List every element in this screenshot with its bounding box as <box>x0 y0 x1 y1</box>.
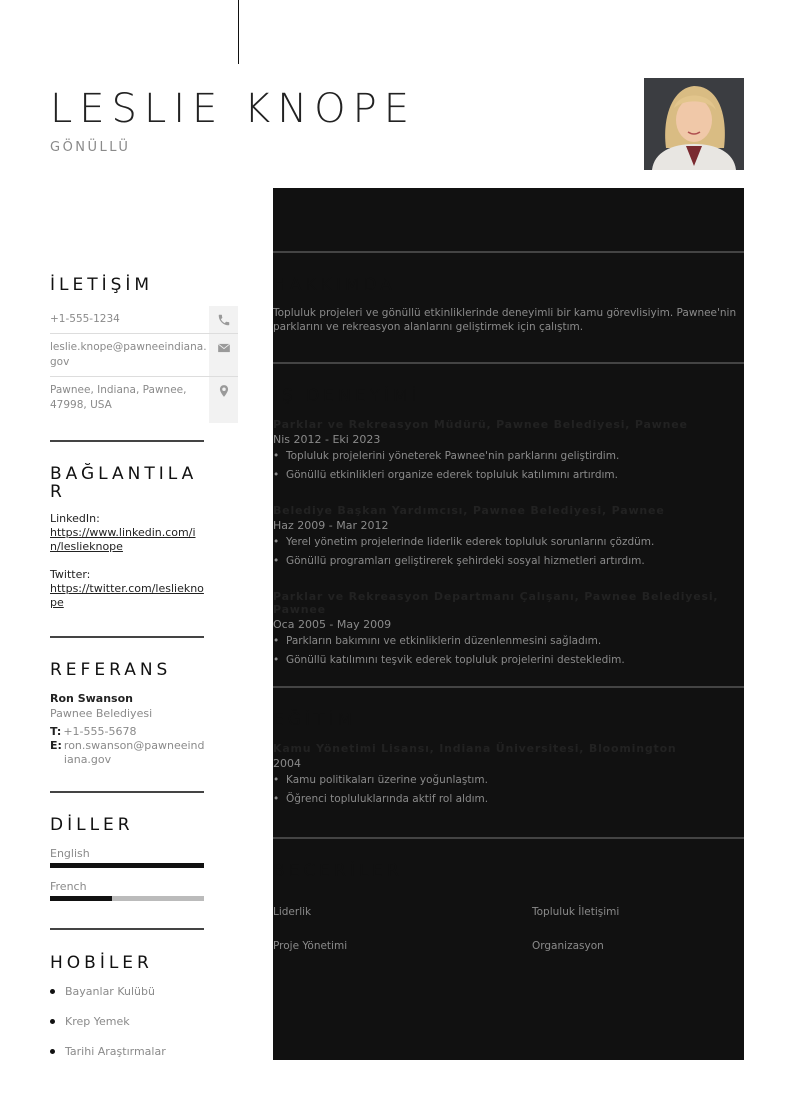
skill-level-fill <box>273 921 485 926</box>
linkedin-link[interactable]: https://www.linkedin.com/in/leslieknope <box>50 526 196 553</box>
candidate-name: LESLIE KNOPE <box>50 86 417 132</box>
linkedin-label: LinkedIn: <box>50 512 100 525</box>
contact-phone <box>50 306 238 334</box>
job-bullet <box>273 555 744 567</box>
job-title: Belediye Başkan Yardımcısı, Pawnee Belediyesi, Pawnee <box>273 504 665 517</box>
job-bullet <box>273 536 744 548</box>
reference-email[interactable]: ron.swanson@pawneeindiana.gov <box>63 739 205 766</box>
bullet-icon: • <box>273 793 280 805</box>
hobby-item <box>50 1006 166 1036</box>
skill-name: Organizasyon <box>532 940 604 952</box>
languages-divider <box>50 791 204 793</box>
education-bullet <box>273 793 744 805</box>
contact-list <box>50 306 238 423</box>
skill-item <box>273 940 485 960</box>
skills-divider <box>273 837 744 839</box>
profile-photo <box>644 78 744 170</box>
reference-phone-row <box>50 725 210 739</box>
skills-section-title: BECERİLER <box>273 861 403 881</box>
education-section-title: EĞİTİM <box>273 710 356 730</box>
reference-entry <box>50 692 210 767</box>
bullet-icon: • <box>273 450 280 462</box>
contact-section-title: İLETİŞİM <box>50 275 154 295</box>
job-bullet <box>273 635 744 647</box>
map-pin-icon <box>209 377 238 423</box>
language-level-bar <box>50 896 204 901</box>
about-section-title: HAKKIMDA <box>273 275 396 295</box>
hobbies-divider <box>50 928 204 930</box>
contact-email-text[interactable]: leslie.knope@pawneeindiana.gov <box>50 341 207 368</box>
skill-level-fill <box>532 921 744 926</box>
bullet-icon <box>50 1019 55 1024</box>
education-divider <box>273 686 744 688</box>
links-divider <box>50 440 204 442</box>
reference-phone-label: T: <box>50 725 62 738</box>
job-bullet <box>273 450 744 462</box>
education-bullet-text: Kamu politikaları üzerine yoğunlaştım. <box>286 774 488 786</box>
reference-organization: Pawnee Belediyesi <box>50 707 153 720</box>
language-name: English <box>50 847 90 860</box>
job-title: Parklar ve Rekreasyon Müdürü, Pawnee Belediyesi, Pawnee <box>273 418 688 431</box>
job-bullet-text: Topluluk projelerini yöneterek Pawnee'nin parklarını geliştirdim. <box>286 450 620 462</box>
hobbies-list <box>50 976 166 1066</box>
contact-email <box>50 334 238 377</box>
hobby-item <box>50 1036 166 1066</box>
language-level-fill <box>50 896 112 901</box>
job-entry <box>273 418 744 481</box>
reference-email-row <box>50 739 210 767</box>
hobbies-section-title: HOBİLER <box>50 953 153 973</box>
skill-item <box>532 940 744 960</box>
phone-icon <box>209 306 238 333</box>
job-date: Nis 2012 - Eki 2023 <box>273 433 381 446</box>
languages-section-title: DİLLER <box>50 815 134 835</box>
job-bullet <box>273 469 744 481</box>
bullet-icon: • <box>273 536 280 548</box>
job-bullet-text: Yerel yönetim projelerinde liderlik ederek topluluk sorunlarını çözdüm. <box>286 536 655 548</box>
skill-level-fill <box>273 955 485 960</box>
job-date: Oca 2005 - May 2009 <box>273 618 392 631</box>
bullet-icon <box>50 1049 55 1054</box>
education-entry <box>273 742 744 805</box>
hobby-text: Krep Yemek <box>65 1014 130 1028</box>
about-text: Topluluk projeleri ve gönüllü etkinliklerinde deneyimli bir kamu görevlisiyim. Pawnee'nin parklarını ve rekreasyon alanlarını geliştirmek için çalıştım. <box>273 307 737 333</box>
links-section-title: BAĞLANTILAR <box>50 464 198 502</box>
bullet-icon: • <box>273 635 280 647</box>
job-entry <box>273 590 744 666</box>
links-list <box>50 512 204 610</box>
envelope-icon <box>209 334 238 376</box>
language-item <box>50 880 204 901</box>
skill-name: Liderlik <box>273 906 312 918</box>
skill-name: Topluluk İletişimi <box>532 906 620 918</box>
skill-name: Proje Yönetimi <box>273 940 348 952</box>
bullet-icon: • <box>273 774 280 786</box>
education-bullet-text: Öğrenci topluluklarında aktif rol aldım. <box>286 793 489 805</box>
skill-level-bar <box>532 921 744 926</box>
degree-title: Kamu Yönetimi Lisansı, Indiana Üniversitesi, Bloomington <box>273 742 677 755</box>
candidate-title: GÖNÜLLÜ <box>50 140 131 155</box>
twitter-link[interactable]: https://twitter.com/leslieknope <box>50 582 204 609</box>
references-section-title: REFERANS <box>50 660 172 680</box>
skill-level-bar <box>532 955 744 960</box>
job-bullet-text: Parkların bakımını ve etkinliklerin düzenlenmesini sağladım. <box>286 635 602 647</box>
profile-photo-illustration <box>644 78 744 170</box>
hobby-item <box>50 976 166 1006</box>
job-entry <box>273 504 744 567</box>
hobby-text: Bayanlar Kulübü <box>65 984 155 998</box>
job-bullet <box>273 654 744 666</box>
bullet-icon <box>50 989 55 994</box>
hobby-text: Tarihi Araştırmalar <box>65 1044 166 1058</box>
graduation-year: 2004 <box>273 757 301 770</box>
contact-address-text: Pawnee, Indiana, Pawnee, 47998, USA <box>50 384 187 411</box>
job-date: Haz 2009 - Mar 2012 <box>273 519 389 532</box>
skill-item <box>273 906 485 926</box>
language-item <box>50 847 204 868</box>
job-bullet-text: Gönüllü programları geliştirerek şehirdeki sosyal hizmetleri artırdım. <box>286 555 645 567</box>
contact-phone-text[interactable]: +1-555-1234 <box>50 313 120 325</box>
skill-level-fill <box>532 955 744 960</box>
contact-address <box>50 377 238 423</box>
job-title: Parklar ve Rekreasyon Departmanı Çalışanı, Pawnee Belediyesi, Pawnee <box>273 590 719 616</box>
skill-level-bar <box>273 921 485 926</box>
about-divider <box>273 251 744 253</box>
language-level-fill <box>50 863 204 868</box>
bullet-icon: • <box>273 469 280 481</box>
vertical-divider-top <box>238 0 239 64</box>
language-level-bar <box>50 863 204 868</box>
bullet-icon: • <box>273 555 280 567</box>
reference-email-label: E: <box>50 739 62 752</box>
job-bullet-text: Gönüllü etkinlikleri organize ederek topluluk katılımını artırdım. <box>286 469 618 481</box>
skill-level-bar <box>273 955 485 960</box>
education-bullet <box>273 774 744 786</box>
skill-item <box>532 906 744 926</box>
languages-list <box>50 847 204 901</box>
reference-phone[interactable]: +1-555-5678 <box>63 725 137 738</box>
references-divider <box>50 636 204 638</box>
twitter-label: Twitter: <box>50 568 91 581</box>
bullet-icon: • <box>273 654 280 666</box>
job-bullet-text: Gönüllü katılımını teşvik ederek topluluk projelerini destekledim. <box>286 654 625 666</box>
experience-divider <box>273 362 744 364</box>
reference-name: Ron Swanson <box>50 692 133 705</box>
experience-section-title: İŞ DENEYİMİ <box>273 386 421 406</box>
language-name: French <box>50 880 87 893</box>
